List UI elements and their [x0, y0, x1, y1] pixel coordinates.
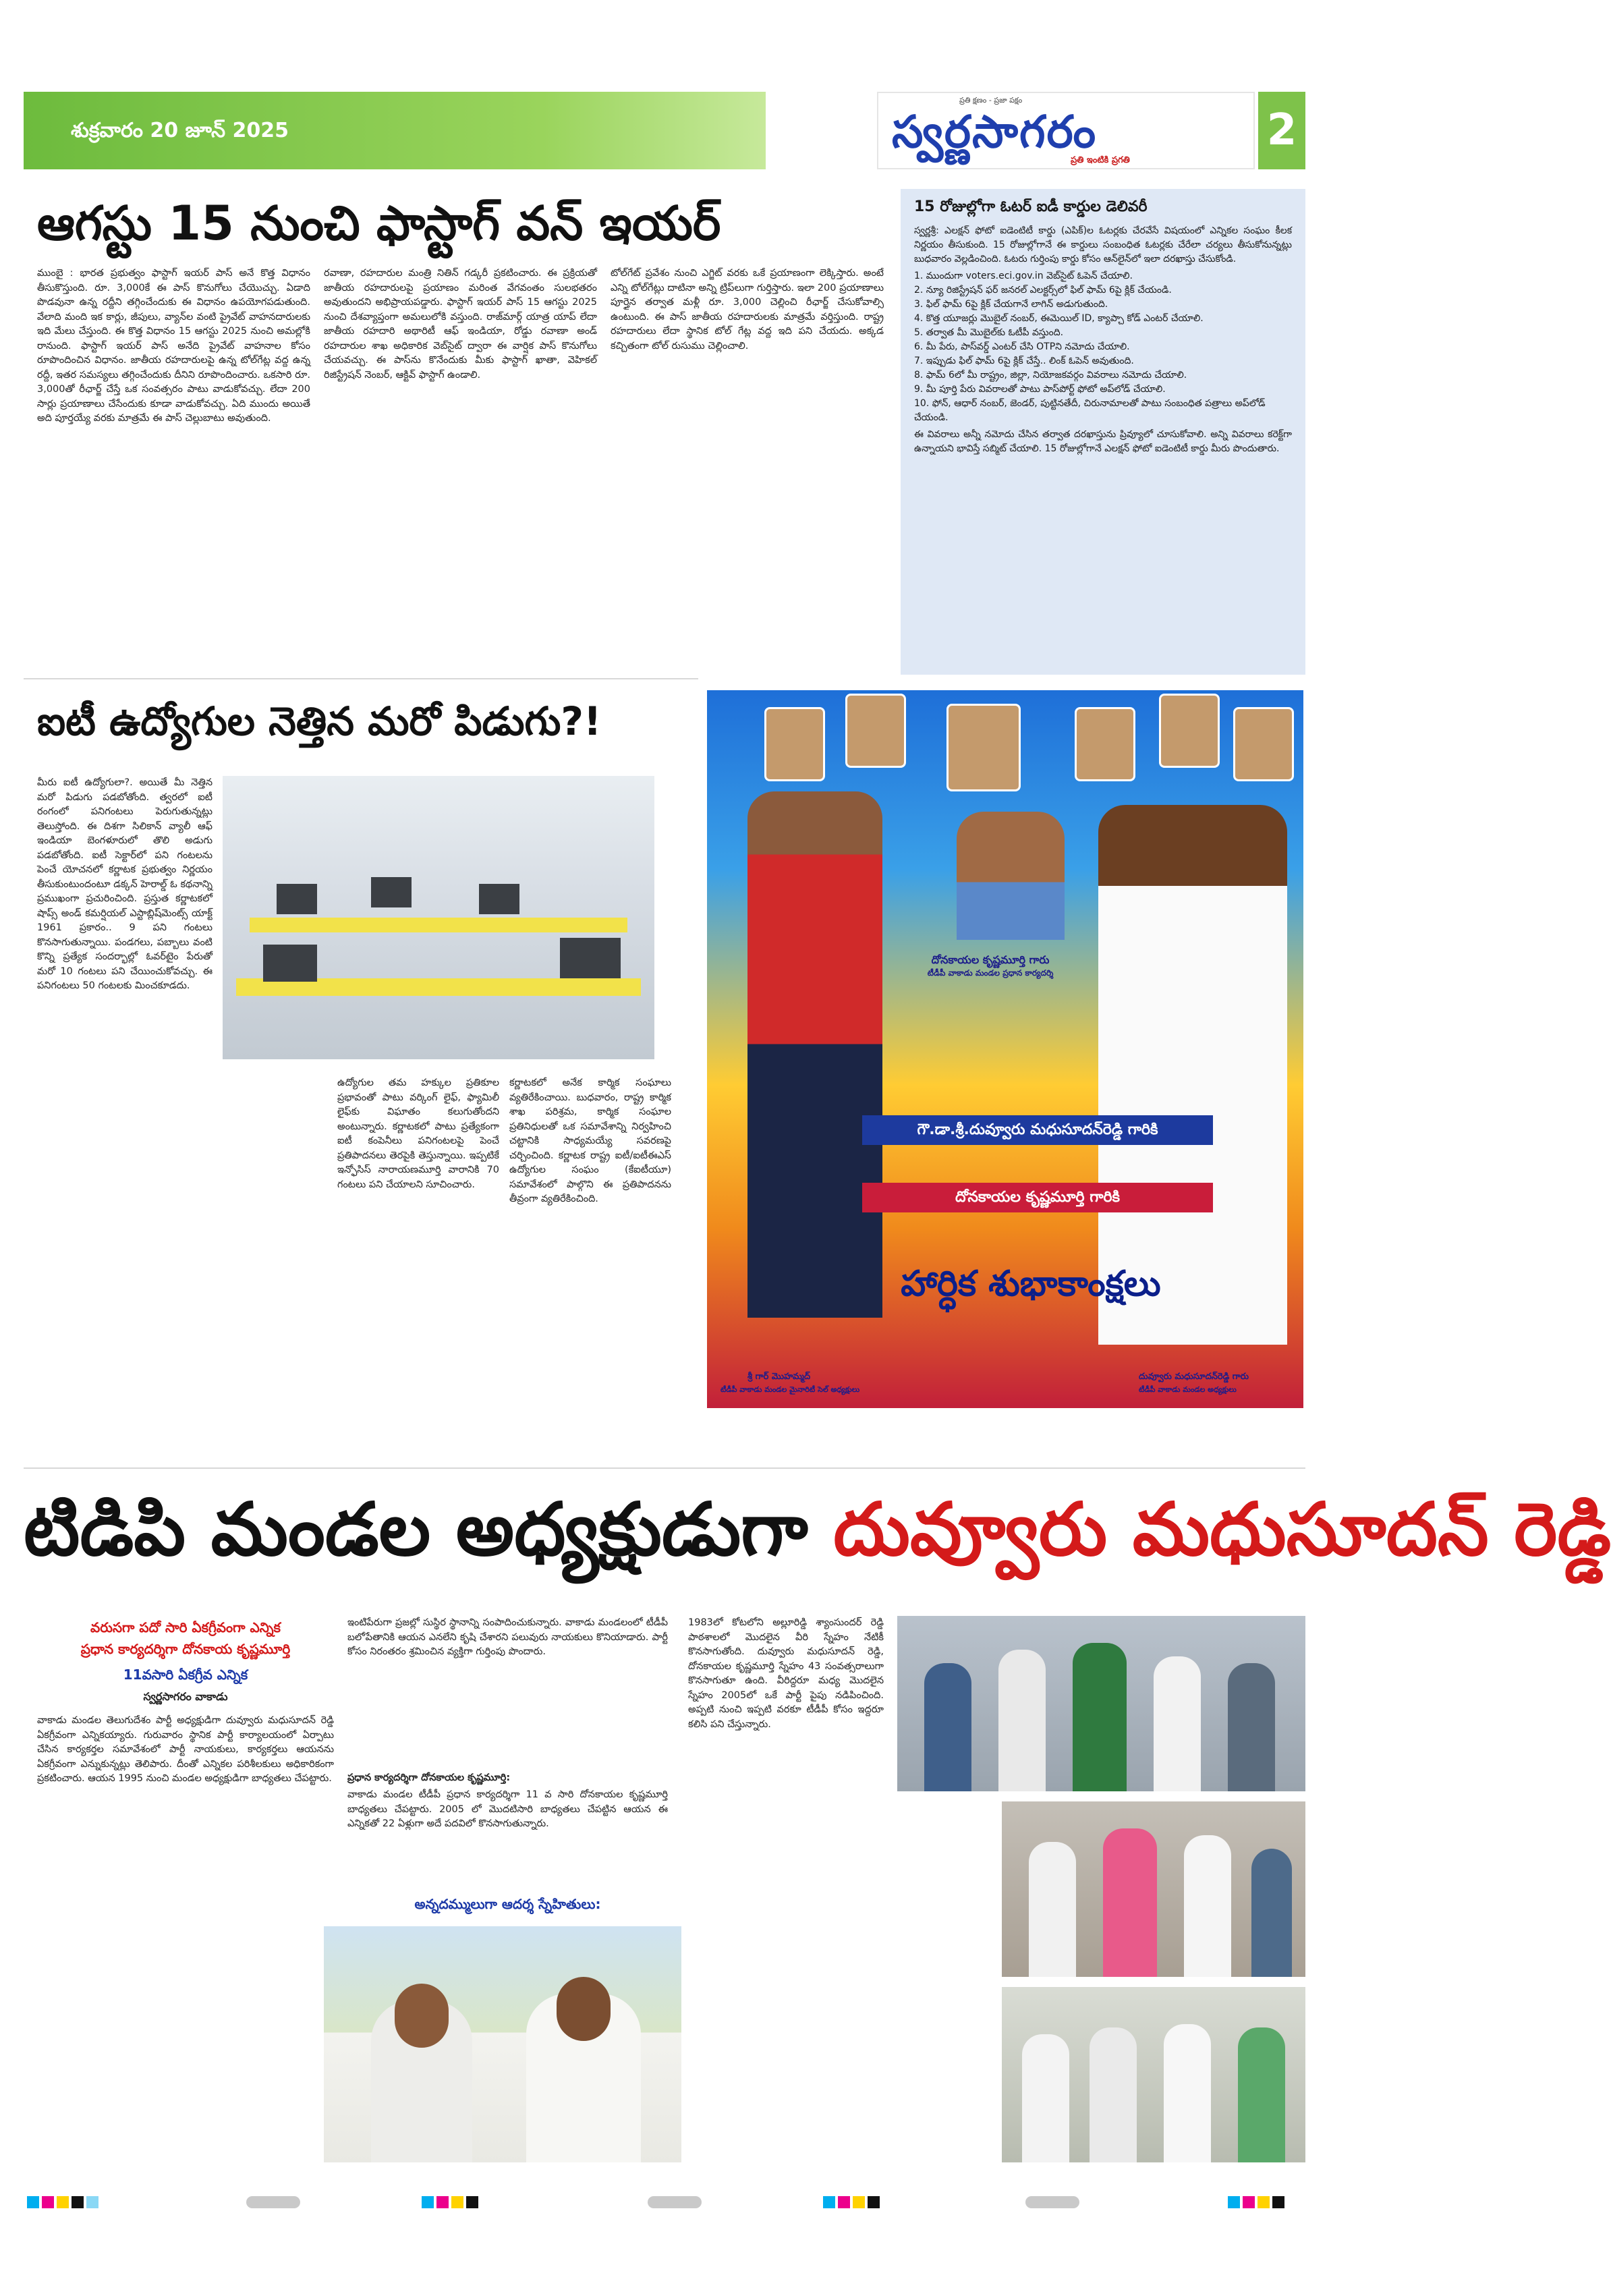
registration-mark — [436, 2196, 449, 2208]
list-item: 8. ఫామ్ 6లో మీ రాష్ట్రం, జిల్లా, నియోజకవర్గం వివరాలు నమోదు చేయాలి. — [914, 370, 1187, 381]
tdp-headline-part-1: టిడిపి మండల అధ్యక్షుడుగా — [24, 1488, 834, 1572]
it-col-1: మీరు ఐటీ ఉద్యోగులా?. అయితే మీ నెత్తిన మరో పిడుగు పడబోతోంది. త్వరలో ఐటీ రంగంలో పనిగంటలు పెరుగుతున్నట్లు తెలుస్తోంది. ఈ దిశగా సిలికాన్ వ్యాలీ ఆఫ్ ఇండియా బెంగళూరులో తొలి అడుగు పడబోతోంది. ఐటీ సెక్టార్‌లో పని గంటలను పెంచే యోచనలో కర్ణాటక ప్రభుత్వం నిర్ణయం తీసుకుంటుందంటూ డక్కన్ హెరాల్డ్ ఓ కథనాన్ని ప్రముఖంగా ప్రచురించింది. ప్రస్తుత కర్ణాటకలో షాప్స్ అండ్ కమర్షియల్ ఎస్టాబ్లిష్‌మెంట్స్ యాక్ట్ 1961 ప్రకారం.. 9 పని గంటలు కొనసాగుతున్నాయి. పండగలు, పబ్బాలు వంటి కొన్ని ప్రత్యేక సందర్భాల్లో ఓవర్‌టైం పేరుతో మరో 10 గంటలు పని చేయించుకోవచ్చు. ఈ పనిగంటలు 50 గంటలకు మించకూడదు. — [37, 777, 213, 991]
logo-tagline: ప్రతి ఇంటికి ప్రగతి — [1071, 155, 1130, 165]
registration-mark — [1272, 2196, 1284, 2208]
greeting-advertisement — [705, 688, 1305, 1410]
divider — [24, 678, 698, 679]
byline: స్వర్ణసాగరం వాకాడు — [143, 1690, 228, 1703]
date-bar — [24, 92, 766, 169]
registration-mark — [1257, 2196, 1270, 2208]
portrait-photo — [845, 694, 906, 768]
ad-caption-2: దువ్వూరు మధుసూదన్‌రెడ్డి గారు — [1139, 1372, 1249, 1382]
event-photo-2 — [1002, 1801, 1305, 1977]
registration-pill — [246, 2196, 300, 2208]
portrait-photo — [764, 707, 825, 781]
list-item: 10. ఫోన్, ఆధార్ నంబర్, జెండర్, పుట్టినతేదీ, చిరునామాలతో పాటు సంబంధిత పత్రాలు అప్‌లోడ్ చేయండి. — [914, 398, 1266, 423]
sidebar-outro: ఈ వివరాలు అన్నీ నమోదు చేసిన తర్వాత దరఖాస్తును ప్రివ్యూలో చూసుకోవాలి. అన్ని వివరాలు కరెక్ట్‌గా ఉన్నాయని భావిస్తే సబ్మిట్ చేయాలి. 15 రోజుల్లోగానే ఎలక్షన్ ఫోటో ఐడెంటిటీ కార్డు మీరు పొందుతారు. — [914, 429, 1292, 454]
it-employees-headline: ఐటీ ఉద్యోగుల నెత్తిన మరో పిడుగు?! — [37, 698, 602, 744]
registration-mark — [42, 2196, 54, 2208]
tdp-col-2b: వాకాడు మండల టీడీపీ ప్రధాన కార్యదర్శిగా 11 వ సారి దోనకాయల కృష్ణమూర్తి బాధ్యతలు చేపట్టారు. 2005 లో మొదటిసారి బాధ్యతలు చేపట్టిన ఆయన ఈ ఎన్నికతో 22 ఏళ్లుగా అదే పదవిలో కొనసాగుతున్నారు. — [347, 1789, 668, 1829]
it-col-3: కర్ణాటకలో అనేక కార్మిక సంఘాలు వ్యతిరేకించాయి. బుధవారం, రాష్ట్ర కార్మిక శాఖ పరిశ్రమ, కార్మిక సంఘాల ప్రతినిధులతో ఒక సమావేశాన్ని నిర్వహించి చట్టానికి సాధ్యమయ్యే సవరణపై చర్చించింది. కర్ణాటక రాష్ట్ర ఐటీ/ఐటీఈఎస్ ఉద్యోగుల సంఘం (కేఐటీయూ) సమావేశంలో పాల్గొని ఈ ప్రతిపాదనను తీవ్రంగా వ్యతిరేకించింది. — [509, 1077, 671, 1204]
newspaper-logo — [877, 92, 1255, 169]
tdp-col-2b-head: ప్రధాన కార్యదర్శిగా దోనకాయల కృష్ణమూర్తి: — [347, 1772, 511, 1783]
masthead — [24, 92, 1305, 169]
list-item: 5. తర్వాత మీ మొబైల్‌కు ఓటీపీ వస్తుంది. — [914, 327, 1064, 338]
list-item: 1. ముందుగా voters.eci.gov.in వెబ్‌సైట్ ఓపెన్ చేయాలి. — [914, 271, 1133, 281]
it-col-2: ఉద్యోగుల తమ హక్కుల ప్రతికూల ప్రభావంతో పాటు వర్కింగ్ లైఫ్, ఫ్యామిలీ లైఫ్‌కు విఘాతం కలుగుతోందని అంటున్నారు. కర్ణాటకలో పాటు ప్రత్యేకంగా ఐటీ కంపెనీలు పనిగంటలపై పెంచే ప్రతిపాదనలు తెరపైకి తెస్తున్నాయి. ఇప్పటికే ఇన్ఫోసిస్ నారాయణమూర్తి వారానికి 70 గంటలు పని చేయాలని సూచించారు. — [337, 1077, 499, 1190]
list-item: 9. మీ పూర్తి పేరు వివరాలతో పాటు పాస్‌పోర్ట్ ఫోటో అప్‌లోడ్ చేయాలి. — [914, 384, 1166, 395]
registration-pill — [648, 2196, 702, 2208]
tdp-col-2: ఇంటిపేరుగా ప్రజల్లో సుస్థిర స్థానాన్ని సంపాదించుకున్నారు. వాకాడు మండలంలో టీడీపీ బలోపేతానికి ఆయన ఎనలేని కృషి చేశారని పలువురు నాయకులు కొనియాడారు. పార్టీ కోసం నిరంతరం శ్రమించిన వ్యక్తిగా గుర్తింపు పొందారు. — [347, 1617, 668, 1657]
registration-mark — [86, 2196, 98, 2208]
ad-caption-1b: టీడీపీ వాకాడు మండల ప్రధాన కార్యదర్శి — [927, 968, 1054, 978]
portrait-photo — [1075, 707, 1135, 781]
fastag-col-1: ముంబై : భారత ప్రభుత్వం ఫాస్టాగ్ ఇయర్ పాస్ అనే కొత్త విధానం తీసుకొస్తుంది. రూ. 3,000కే ఈ పాస్ కొనుగోలు చేయొచ్చు. ఏడాది పొడవునా ఉన్న రద్దీని తగ్గించేందుకు ఈ విధానం ఉపయోగపడుతుంది. వేలాది మంది ఇక కార్లు, జీపులు, వ్యాన్‌ల వంటి ప్రైవేట్ వాహనదారులకు ఇది మేలు చేస్తుంది. ఈ కొత్త విధానం 15 ఆగస్టు 2025 నుంచి అమల్లోకి రానుంది. ఫాస్టాగ్ ఇయర్ పాస్ అనేది ప్రైవేట్ వాహనాల కోసం రూపొందించిన విధానం. జాతీయ రహదారులపై ఉన్న టోల్‌గేట్ల వద్ద ఉన్న రద్దీ, ఇతర సమస్యలు తగ్గించేందుకు దీనిని రూపొందించారు. ఒకసారి రూ. 3,000తో రీఛార్జ్ చేస్తే ఒక సంవత్సరం పాటు వాడుకోవచ్చు. లేదా 200 సార్లు ప్రయాణాలు చేసేందుకు కూడా వాడుకోవచ్చు. ఏది ముందు అయితే అది పూర్తయ్యే వరకు మాత్రమే ఈ పాస్ చెల్లుబాటు అవుతుంది. — [37, 268, 310, 424]
tdp-col-2c-head: అన్నదమ్ములుగా ఆదర్శ స్నేహితులు: — [414, 1896, 601, 1912]
portrait-photo — [1233, 707, 1294, 781]
ad-banner-2: దోనకాయల కృష్ణమూర్తి గారికి — [862, 1183, 1213, 1212]
ad-caption-1: దోనకాయల కృష్ణమూర్తి గారు — [931, 953, 1050, 966]
list-item: 2. న్యూ రిజిస్ట్రేషన్ ఫర్ జనరల్ ఎలక్టర్స్‌లో ఫిల్ ఫామ్ 6పై క్లిక్ చేయండి. — [914, 285, 1172, 296]
ad-footer-left: శ్రీ గార్ మొహమ్మద్ — [747, 1372, 811, 1382]
registration-mark — [422, 2196, 434, 2208]
logo-slogan: ప్రతి క్షణం - ప్రజా పక్షం — [959, 96, 1023, 105]
tdp-col-1: వాకాడు మండల తెలుగుదేశం పార్టీ అధ్యక్షుడిగా దువ్వూరు మధుసూదన్ రెడ్డి ఏకగ్రీవంగా ఎన్నికయ్యారు. గురువారం స్థానిక పార్టీ కార్యాలయంలో ఏర్పాటు చేసిన కార్యకర్తల సమావేశంలో పార్టీ నాయకులు, కార్యకర్తలు ఆయనను ఏకగ్రీవంగా ఎన్నుకున్నట్లు తెలిపారు. దీంతో ఎన్నికల పరిశీలకులు అధికారికంగా ప్రకటించారు. ఆయన 1995 నుంచి మండల అధ్యక్షుడిగా బాధ్యతలు చేపట్టారు. — [37, 1715, 334, 1784]
ad-greeting: హార్ధిక శుభాకాంక్షలు — [901, 1264, 1161, 1304]
tdp-col-3: 1983లో కోటలోని అల్లూరిడ్డి శ్యాంసుందర్ రెడ్డి పాఠశాలలో మొదలైన వీరి స్నేహం నేటికీ కొనసాగుతోంది. దువ్వూరు మధుసూదన్ రెడ్డి, దోనకాయల కృష్ణమూర్తి స్నేహం 43 సంవత్సరాలుగా కొనసాగుతూ ఉంది. వీరిద్దరూ మధ్య మొదలైన స్నేహం 2005లో ఒకే పార్టీ పైపు నడిపించింది. అప్పటి నుంచి ఇప్పటి వరకూ టీడీపీ కోసం ఇద్దరూ కలిసి పని చేస్తున్నారు. — [688, 1617, 884, 1730]
ad-footer-left-title: టీడీపీ వాకాడు మండల మైనారిటీ సెల్ అధ్యక్షులు — [720, 1385, 860, 1394]
office-photo — [223, 776, 654, 1059]
fastag-col-3: టోల్‌గేట్ ప్రవేశం నుంచి ఎగ్జిట్ వరకు ఒకే ప్రయాణంగా లెక్కిస్తారు. అంటే ఎన్ని టోల్‌గేట్లు దాటినా అన్ని ట్రిప్‌లుగా గుర్తిస్తారు. ఇలా 200 ప్రయాణాలు పూర్తైన తర్వాత మళ్లీ రూ. 3,000 చెల్లించి రీఛార్జ్ చేసుకోవాల్సి ఉంటుంది. ఈ పాస్ జాతీయ రహదారులకు మాత్రమే వర్తిస్తుంది. రాష్ట్ర రహదారులు లేదా స్థానిక టోల్ గేట్ల వద్ద ఇది పని చేయదు. అక్కడ కచ్చితంగా టోల్ రుసుము చెల్లించాలి. — [611, 268, 884, 352]
registration-mark — [853, 2196, 865, 2208]
divider — [24, 1467, 1305, 1469]
event-photo-3 — [1002, 1987, 1305, 2162]
ad-caption-2b: టీడీపీ వాకాడు మండల అధ్యక్షులు — [1139, 1385, 1237, 1394]
registration-mark — [868, 2196, 880, 2208]
sidebar-title: 15 రోజుల్లోగా ఓటర్ ఐడీ కార్డుల డెలివరీ — [914, 198, 1148, 215]
registration-mark — [57, 2196, 69, 2208]
tdp-headline-part-2: దువ్వూరు మధుసూదన్ రెడ్డి — [833, 1488, 1611, 1572]
list-item: 3. ఫిల్ ఫామ్ 6పై క్లిక్ చేయగానే లాగిన్ అడుగుతుంది. — [914, 299, 1108, 310]
registration-mark — [466, 2196, 478, 2208]
sidebar-intro: స్వర్ణశ్రీ: ఎలక్షన్ ఫోటో ఐడెంటిటీ కార్డు (ఎపిక్)ల ఓటర్లకు చేరవేసే విషయంలో ఎన్నికల సంఘం కీలక నిర్ణయం తీసుకుంది. 15 రోజుల్లోగానే ఈ కార్డులు సంబంధిత ఓటర్లకు చేరేలా చర్యలు తీసుకోనున్నట్లు బుధవారం వెల్లడించింది. ఓటరు గుర్తింపు కార్డు కోసం ఆన్‌లైన్‌లో ఇలా దరఖాస్తు చేసుకోండి. — [914, 225, 1292, 264]
portrait-photo — [1159, 694, 1220, 768]
registration-mark — [1243, 2196, 1255, 2208]
issue-date: శుక్రవారం 20 జూన్ 2025 — [71, 119, 289, 142]
registration-pill — [1025, 2196, 1079, 2208]
registration-mark — [1228, 2196, 1240, 2208]
tdp-headline — [24, 1488, 1611, 1602]
registration-mark — [823, 2196, 835, 2208]
sidebar-steps — [914, 269, 1292, 425]
list-item: 7. ఇప్పుడు ఫిల్ ఫామ్ 6పై క్లిక్ చేస్తే.. లింక్ ఓపెన్ అవుతుంది. — [914, 356, 1134, 366]
registration-mark — [27, 2196, 39, 2208]
registration-mark — [838, 2196, 850, 2208]
event-photo-1 — [897, 1616, 1305, 1791]
tdp-subhead-2: ప్రధాన కార్యదర్శిగా దోనకాయ కృష్ణమూర్తి — [80, 1641, 291, 1657]
person-photo-left — [747, 791, 882, 1318]
ad-banner-1: గౌ.డా.శ్రీ.దువ్వూరు మధుసూదన్‌రెడ్డి గారికి — [862, 1115, 1213, 1145]
person-photo-center — [957, 812, 1065, 940]
tdp-subhead-1: వరుసగా పదో సారి ఏకగ్రీవంగా ఎన్నిక — [90, 1619, 281, 1635]
registration-mark — [72, 2196, 84, 2208]
logo-text: స్వర్ణసాగరం — [892, 105, 1098, 158]
friends-photo — [324, 1926, 681, 2162]
page-number: 2 — [1258, 92, 1305, 169]
fastag-col-2: రవాణా, రహదారుల మంత్రి నితిన్ గడ్కరీ ప్రకటించారు. ఈ ప్రక్రియతో జాతీయ రహదారులపై ప్రయాణం మరింత వేగవంతం సులభతరం అవుతుందని అభిప్రాయపడ్డారు. ఫాస్టాగ్ ఇయర్ పాస్ 15 ఆగస్టు 2025 నుంచి దేశవ్యాప్తంగా అమలులోకి వస్తుంది. రాజ్‌మార్గ్ యాత్ర యాప్ లేదా జాతీయ రహదారి అథారిటీ ఆఫ్ ఇండియా, రోడ్డు రవాణా అండ్ రహదారుల శాఖ అధికారిక వెబ్‌సైట్ ద్వారా ఈ వార్షిక పాస్ కొనుగోలు చేయవచ్చు. ఈ పాస్‌ను కొనేందుకు మీకు ఫాస్టాగ్ ఖాతా, వెహికల్ రిజిస్ట్రేషన్ నెంబర్, ఆక్టివ్ ఫాస్టాగ్ ఉండాలి. — [324, 268, 597, 381]
fastag-headline: ఆగస్టు 15 నుంచి ఫాస్టాగ్ వన్ ఇయర్ — [37, 196, 721, 251]
list-item: 6. మీ పేరు, పాస్‌వర్డ్ ఎంటర్ చేసి OTPని నమోదు చేయాలి. — [914, 341, 1130, 352]
voter-id-sidebar — [901, 189, 1305, 675]
registration-mark — [451, 2196, 463, 2208]
tdp-subhead-3: 11వసారి ఏకగ్రీవ ఎన్నిక — [123, 1667, 248, 1683]
list-item: 4. కొత్త యూజర్లు మొబైల్ నంబర్, ఈమెయిల్ ID, క్యాప్చా కోడ్ ఎంటర్ చేయాలి. — [914, 313, 1204, 324]
portrait-photo — [946, 704, 1021, 791]
